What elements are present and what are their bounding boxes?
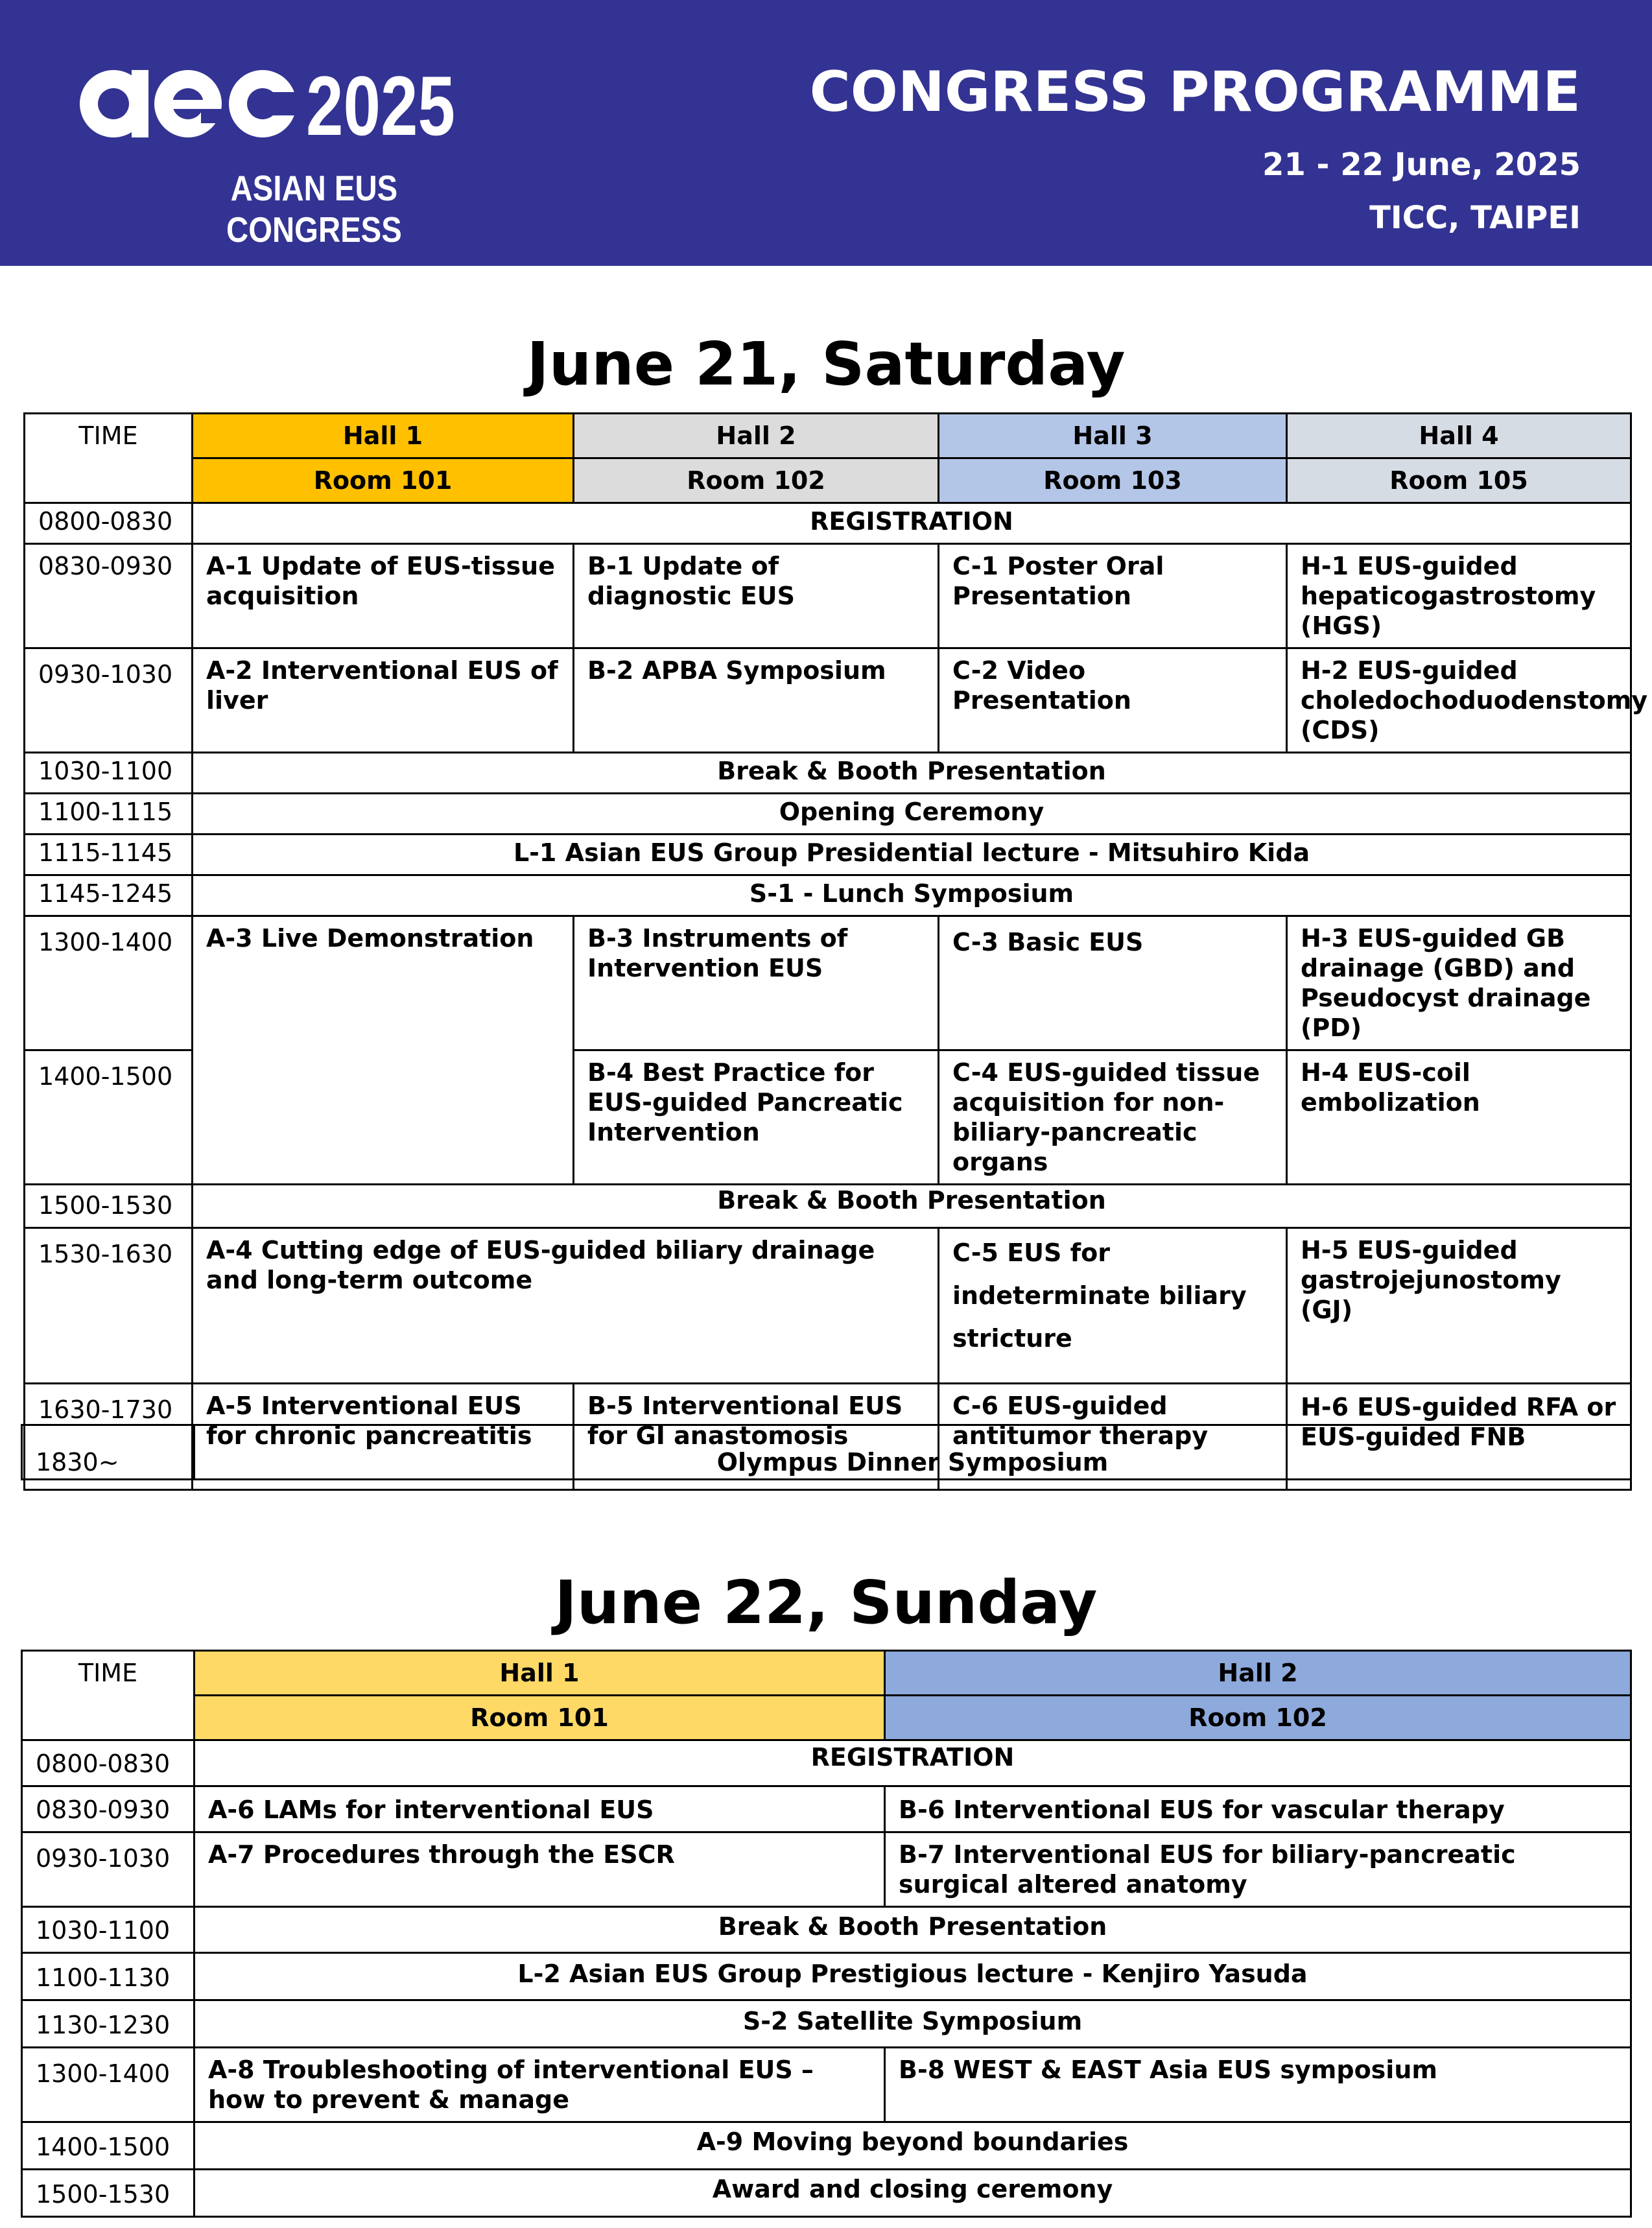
aec-logo	[78, 58, 467, 250]
session-c2: C-2 Video Presentation	[939, 648, 1287, 753]
time-cell: 1830~	[22, 1425, 195, 1480]
time-cell: 0830-0930	[25, 544, 193, 648]
session-a1: A-1 Update of EUS-tissue acquisition	[193, 544, 574, 648]
time-cell: 1530-1630	[25, 1228, 193, 1384]
presidential-lecture-cell: L-1 Asian EUS Group Presidential lecture - Mitsuhiro Kida	[193, 835, 1631, 875]
time-cell: 1400-1500	[22, 2122, 195, 2170]
hall-2-header: Hall 2	[574, 414, 939, 458]
room-103-header: Room 103	[939, 458, 1287, 503]
day1-schedule-table	[23, 412, 1648, 1491]
session-a3: A-3 Live Demonstration	[193, 916, 574, 1185]
room-105-header: Room 105	[1287, 458, 1631, 503]
hall-3-header: Hall 3	[939, 414, 1287, 458]
room-102-header: Room 102	[574, 458, 939, 503]
session-b1: B-1 Update of diagnostic EUS	[574, 544, 939, 648]
session-c1: C-1 Poster Oral Presentation	[939, 544, 1287, 648]
break-cell: Break & Booth Presentation	[195, 1907, 1631, 1953]
time-cell: 1115-1145	[25, 835, 193, 875]
time-cell: 1130-1230	[22, 2000, 195, 2048]
break-cell: Break & Booth Presentation	[193, 1185, 1631, 1228]
registration-cell: REGISTRATION	[195, 1740, 1631, 1786]
time-cell: 0800-0830	[25, 503, 193, 544]
time-header: TIME	[25, 414, 193, 503]
session-c3: C-3 Basic EUS	[939, 916, 1287, 1050]
session-a4: A-4 Cutting edge of EUS-guided biliary drainage and long-term outcome	[193, 1228, 939, 1384]
time-cell: 1100-1115	[25, 794, 193, 835]
closing-ceremony-cell: Award and closing ceremony	[195, 2170, 1631, 2217]
logo-subtitle: ASIAN EUS CONGRESS	[226, 168, 402, 250]
session-a6: A-6 LAMs for interventional EUS	[195, 1786, 885, 1832]
lunch-symposium-cell: S-1 - Lunch Symposium	[193, 875, 1631, 916]
time-cell: 1300-1400	[25, 916, 193, 1050]
session-b4: B-4 Best Practice for EUS-guided Pancreatic Intervention	[574, 1050, 939, 1185]
time-cell: 0930-1030	[25, 648, 193, 753]
time-cell: 0830-0930	[22, 1786, 195, 1832]
time-cell: 1400-1500	[25, 1050, 193, 1185]
day2-title: June 22, Sunday	[554, 1568, 1098, 1637]
registration-cell: REGISTRATION	[193, 503, 1631, 544]
room-101-header: Room 101	[193, 458, 574, 503]
aec-logo-icon	[78, 58, 467, 156]
session-c6: C-6 EUS-guided antitumor therapy	[939, 1384, 1287, 1490]
time-cell: 1030-1100	[22, 1907, 195, 1953]
hall-2-header: Hall 2	[885, 1651, 1631, 1696]
session-h5: H-5 EUS-guided gastrojejunostomy (GJ)	[1287, 1228, 1631, 1384]
session-b6: B-6 Interventional EUS for vascular therapy	[885, 1786, 1631, 1832]
session-b2: B-2 APBA Symposium	[574, 648, 939, 753]
time-cell: 1500-1530	[25, 1185, 193, 1228]
session-h3: H-3 EUS-guided GB drainage (GBD) and Pseudocyst drainage (PD)	[1287, 916, 1631, 1050]
prestigious-lecture-cell: L-2 Asian EUS Group Prestigious lecture - Kenjiro Yasuda	[195, 1953, 1631, 2000]
session-h1: H-1 EUS-guided hepaticogastrostomy (HGS)	[1287, 544, 1631, 648]
session-a2: A-2 Interventional EUS of liver	[193, 648, 574, 753]
session-b8: B-8 WEST & EAST Asia EUS symposium	[885, 2048, 1631, 2122]
session-a8: A-8 Troubleshooting of interventional EUS – how to prevent & manage	[195, 2048, 885, 2122]
hall-1-header: Hall 1	[195, 1651, 885, 1696]
page-header	[0, 0, 1652, 266]
time-cell: 1500-1530	[22, 2170, 195, 2217]
session-h6: H-6 EUS-guided RFA or EUS-guided FNB	[1287, 1384, 1631, 1490]
time-cell: 1030-1100	[25, 753, 193, 794]
session-h2: H-2 EUS-guided choledochoduodenstomy (CDS)	[1287, 648, 1631, 753]
session-a7: A-7 Procedures through the ESCR	[195, 1832, 885, 1907]
time-cell: 1300-1400	[22, 2048, 195, 2122]
satellite-symposium-cell: S-2 Satellite Symposium	[195, 2000, 1631, 2048]
logo-year: 2025	[306, 58, 455, 153]
dinner-symposium-cell: Olympus Dinner Symposium	[195, 1425, 1631, 1480]
hall-1-header: Hall 1	[193, 414, 574, 458]
session-b7: B-7 Interventional EUS for biliary-pancreatic surgical altered anatomy	[885, 1832, 1631, 1907]
time-cell: 1145-1245	[25, 875, 193, 916]
time-cell: 0800-0830	[22, 1740, 195, 1786]
time-cell: 1630-1730	[25, 1384, 193, 1490]
day1-title: June 21, Saturday	[526, 329, 1126, 399]
congress-venue: TICC, TAIPEI	[1369, 200, 1581, 236]
day2-schedule-table	[21, 1650, 1632, 2218]
room-102-header: Room 102	[885, 1696, 1631, 1740]
session-c4: C-4 EUS-guided tissue acquisition for non-biliary-pancreatic organs	[939, 1050, 1287, 1185]
session-h4: H-4 EUS-coil embolization	[1287, 1050, 1631, 1185]
break-cell: Break & Booth Presentation	[193, 753, 1631, 794]
session-c5: C-5 EUS for indeterminate biliary stricture	[939, 1228, 1287, 1384]
session-a9: A-9 Moving beyond boundaries	[195, 2122, 1631, 2170]
session-a5: A-5 Interventional EUS for chronic pancreatitis	[193, 1384, 574, 1490]
hall-4-header: Hall 4	[1287, 414, 1631, 458]
time-cell: 0930-1030	[22, 1832, 195, 1907]
session-b5: B-5 Interventional EUS for GI anastomosis	[574, 1384, 939, 1490]
time-cell: 1100-1130	[22, 1953, 195, 2000]
congress-date: 21 - 22 June, 2025	[1262, 147, 1581, 183]
opening-ceremony-cell: Opening Ceremony	[193, 794, 1631, 835]
session-b3: B-3 Instruments of Intervention EUS	[574, 916, 939, 1050]
day1-dinner-table	[21, 1424, 1632, 1480]
time-header: TIME	[22, 1651, 195, 1740]
programme-title: CONGRESS PROGRAMME	[809, 60, 1581, 124]
room-101-header: Room 101	[195, 1696, 885, 1740]
